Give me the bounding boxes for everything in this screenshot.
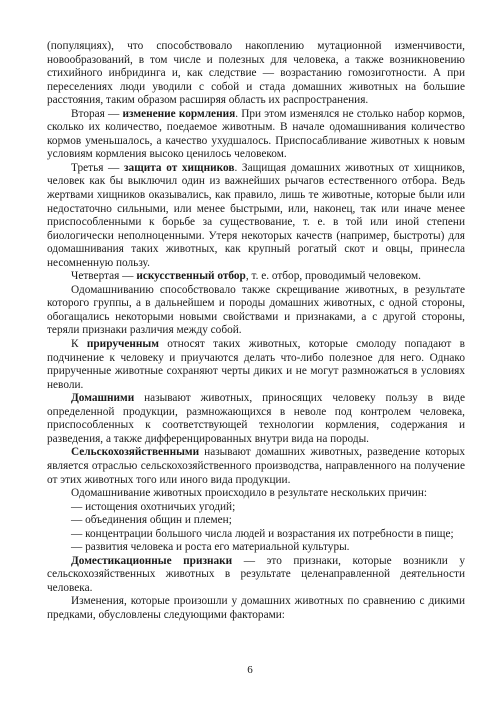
paragraph-populations: (популяциях), что способствовало накоплению мутационной изменчивости, новообразований, в том числе и полезных для человека, а также возникновению стихийного инбридинга и, как следствие — возрастанию гомозиготности. А при переселениях люди уводили с собой и стада домашних животных на большие расстояния, таким образом расширяя область их распространения. (47, 40, 465, 107)
feeding-lead: Вторая — (71, 107, 123, 120)
paragraph-feeding-change (47, 108, 465, 162)
paragraph-domestication-causes: Одомашнивание животных происходило в результате нескольких причин: (71, 487, 428, 500)
page-number: 6 (247, 664, 253, 676)
paragraph-tamed (47, 338, 465, 392)
term-feeding-change: изменение кормления (122, 107, 236, 120)
paragraph-crossbreeding: Одомашниванию способствовало также скрещивание животных, в результате которого группы, а в дальнейшем и породы домашних животных, с одной стороны, обогащались некоторыми новыми свойствами и признаками, а с другой стороны, теряли признаки различия между собой. (47, 283, 465, 337)
list-item-hunting: — истощения охотничьих угодий; (71, 500, 236, 513)
domestic-text: называют животных, приносящих человеку пользу в виде определенной продукции, размножающихся в неволе под контролем человека, приспособленных к соответствующей технологии кормления, содержания и разведения, а также дифференцированных внутри вида на породы. (47, 392, 465, 445)
paragraph-domestic (47, 392, 465, 446)
selection-lead: Четвертая — (71, 270, 137, 283)
tamed-lead: К (71, 338, 87, 351)
paragraph-changes: Изменения, которые произошли у домашних животных по сравнению с дикими предками, обусловлены следующими факторами: (47, 595, 465, 621)
domestication-traits-text: — это признаки, которые возникли у сельскохозяйственных животных в результате целенаправленной деятельности человека. (47, 554, 465, 594)
tamed-text: относят таких животных, которые смолоду попадают в подчинение к человеку и приучаются делать что-либо полезное для него. Однако прирученные животные сохраняют черты диких и не могут размножаться в условиях неволи. (47, 338, 466, 391)
paragraph-artificial-selection (47, 270, 465, 284)
paragraph-predator-protection (47, 162, 465, 270)
term-farm-animals: Сельскохозяйственными (71, 446, 200, 459)
term-domestic: Домашними (71, 392, 135, 405)
list-item-material-culture: — развития человека и роста его материальной культуры. (71, 541, 350, 554)
term-artificial-selection: искусственный отбор (136, 270, 246, 283)
term-predator-protection: защита от хищников (124, 161, 235, 174)
predator-lead: Третья — (71, 161, 124, 174)
paragraph-farm-animals (47, 446, 465, 487)
selection-text: , т. е. отбор, проводимый человеком. (245, 270, 421, 283)
list-item-population-needs: — концентрации большого числа людей и возрастания их потребности в пище; (71, 527, 454, 540)
paragraph-domestication-traits (47, 555, 465, 596)
feeding-text: . При этом изменялся не столько набор кормов, сколько их количество, поедаемое животным. В начале одомашнивания количество кормов уменьшалось, а качество ухудшалось. Приспосабливание животных к новым условиям кормления высоко ценилось человеком. (47, 107, 465, 161)
farm-animals-text: называют домашних животных, разведение которых является отраслью сельскохозяйственного производства, направленного на получение от этих животных того или иного вида продукции. (47, 446, 465, 486)
predator-text: . Защищая домашних животных от хищников, человек как бы выключил один из важнейших рычагов естественного отбора. Ведь жертвами хищников оказывались, как правило, лишь те животные, которые были или недостаточно сильными, или менее быстрыми, или, наконец, так или иначе менее приспособленными к борьбе за существование, т. е. в той или иной степени биологически неполноценными. Утеря некоторых качеств (например, быстроты) для одомашнивания таких животных, как крупный рогатый скот и овцы, принесла несомненную пользу. (47, 161, 465, 269)
list-item-communities: — объединения общин и племен; (71, 514, 232, 527)
body-text (47, 40, 465, 623)
term-domestication-traits: Доместикационные признаки (71, 554, 233, 567)
term-tamed: прирученным (86, 338, 159, 351)
